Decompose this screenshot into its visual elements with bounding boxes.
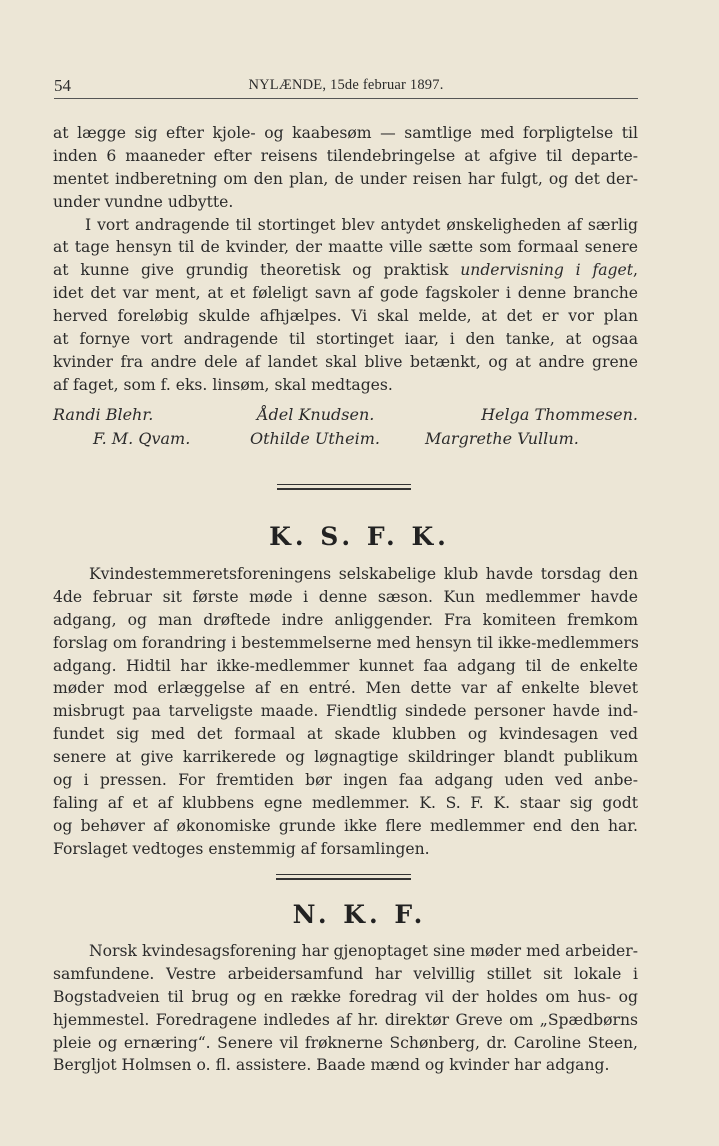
article-3-body: [53, 940, 638, 1077]
text-line: Bergljot Holmsen o. fl. assistere. Baade mænd og kvinder har adgang.: [53, 1056, 610, 1075]
signature: F. M. Qvam.: [93, 429, 191, 448]
text-line: pleie og ernæring“. Senere vil frøknerne Schønberg, dr. Caroline Steen,: [53, 1033, 638, 1052]
text-line: fundet sig med det formaal at skade klubben og kvindesagen ved: [53, 725, 638, 744]
page-number: 54: [54, 76, 71, 95]
text-line: faling af et af klubbens egne medlemmer. K. S. F. K. staar sig godt: [53, 793, 638, 812]
running-title: NYLÆNDE, 15de februar 1897.: [248, 77, 444, 93]
article-1-body: [53, 122, 638, 397]
text-line: forslag om forandring i bestemmelserne med hensyn til ikke-medlemmers: [53, 633, 639, 652]
text-line: adgang. Hidtil har ikke-medlemmer kunnet faa adgang til de enkelte: [53, 656, 638, 675]
text-line: Bogstadveien til brug og en række foredrag vil der holdes om hus- og: [53, 987, 638, 1006]
text-line: samfundene. Vestre arbeidersamfund har velvillig stillet sit lokale i: [53, 964, 638, 983]
text-line: Norsk kvindesagsforening har gjenoptaget sine møder med arbeider-: [89, 942, 638, 960]
text-line: herved foreløbig skulde afhjælpes. Vi skal melde, at det er vor plan: [53, 307, 638, 326]
text-line: af faget, som f. eks. linsøm, skal medtages.: [53, 375, 393, 394]
text-line: adgang, og man drøftede indre anliggender. Fra komiteen fremkom: [53, 610, 638, 629]
text-line: Forslaget vedtoges enstemmig af forsamlingen.: [53, 839, 430, 858]
text-line: under vundne udbytte.: [53, 192, 234, 211]
text-line: mentet indberetning om den plan, de under reisen har fulgt, og det der-: [53, 169, 638, 188]
text-line: idet det var ment, at et føleligt savn af gode fagskoler i denne branche: [53, 284, 638, 303]
text-line: møder mod erlæggelse af en entré. Men dette var af enkelte blevet: [53, 679, 638, 698]
text-line: I vort andragende til stortinget blev antydet ønskeligheden af særlig: [85, 215, 638, 234]
section-heading: N. K. F.: [292, 900, 427, 929]
text-line: og behøver af økonomiske grunde ikke flere medlemmer end den har.: [53, 816, 638, 835]
article-2-body: [53, 563, 638, 861]
text-line: kvinder fra andre dele af landet skal blive betænkt, og at andre grene: [53, 352, 638, 371]
text-line: Kvindestemmeretsforeningens selskabelige klub havde torsdag den: [89, 565, 638, 583]
text-line: at lægge sig efter kjole- og kaabesøm — samtlige med forpligtelse til: [53, 124, 638, 142]
text-line: senere at give karrikerede og løgnagtige skildringer blandt publikum: [53, 748, 638, 767]
signature: Randi Blehr.: [53, 405, 154, 424]
text-line: at fornye vort andragende til stortinget iaar, i den tanke, at ogsaa: [53, 330, 638, 349]
text-line: misbrugt paa tarveligste maade. Fiendtlig sindede personer havde ind-: [53, 702, 638, 721]
text-line: inden 6 maaneder efter reisens tilendebringelse at afgive til departe-: [53, 146, 638, 165]
signature: Helga Thommesen.: [481, 405, 638, 424]
section-divider: [276, 874, 411, 880]
text-line: hjemmestel. Foredragene indledes af hr. direktør Greve om „Spædbørns: [53, 1010, 638, 1029]
signature: Ådel Knudsen.: [257, 405, 375, 424]
text-line-with-emphasis: at kunne give grundig theoretisk og praktisk undervisning i faget,: [53, 261, 638, 280]
text-line: at tage hensyn til de kvinder, der maatte ville sætte som formaal senere: [53, 238, 638, 257]
text-line: 4de februar sit første møde i denne sæson. Kun medlemmer havde: [53, 587, 638, 606]
signature-row-2: [53, 429, 638, 453]
text-line: og i pressen. For fremtiden bør ingen faa adgang uden ved anbe-: [53, 771, 638, 790]
signature: Margrethe Vullum.: [425, 429, 579, 448]
section-heading: K. S. F. K.: [269, 522, 450, 551]
signature-row-1: [53, 405, 638, 429]
running-header: [54, 74, 638, 99]
signature: Othilde Utheim.: [250, 429, 380, 448]
emphasized-phrase: undervisning i faget: [460, 261, 634, 280]
section-divider: [277, 484, 411, 490]
